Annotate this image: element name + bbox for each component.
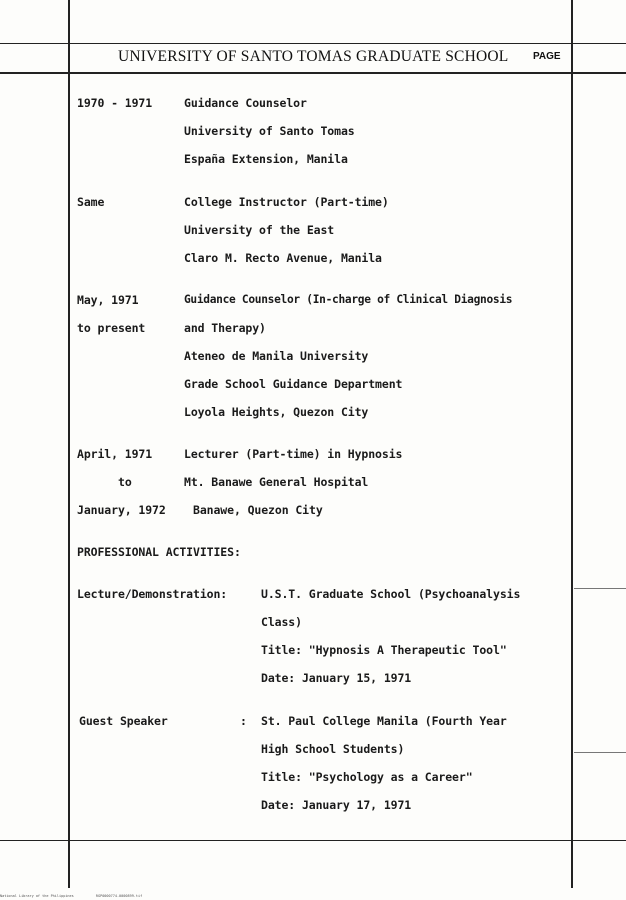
entry-4-date-2: to [118,475,132,489]
entry-3-date-1: May, 1971 [77,293,139,307]
activity-1-line-3: Title: "Hypnosis A Therapeutic Tool" [261,643,507,657]
right-edge-tick [574,588,626,589]
header-rule [0,72,626,74]
activity-1-line-4: Date: January 15, 1971 [261,671,412,685]
footer-library: National Library of the Philippines [0,894,74,898]
entry-4-line-3: Banawe, Quezon City [193,503,323,517]
activity-2-line-3: Title: "Psychology as a Career" [261,770,473,784]
entry-3-line-1: Guidance Counselor (In-charge of Clinical Diagnosis [184,293,513,306]
entry-2-line-3: Claro M. Recto Avenue, Manila [184,251,382,265]
activity-2-label: Guest Speaker [79,714,168,728]
section-heading: PROFESSIONAL ACTIVITIES: [77,545,241,559]
entry-1-date: 1970 - 1971 [77,96,153,110]
bottom-rule [0,840,626,841]
right-edge-tick-2 [574,752,626,753]
footer-code: RGP0000774-0000899.tif [95,894,143,898]
activity-1-line-1: U.S.T. Graduate School (Psychoanalysis [261,587,521,601]
page-label: PAGE [533,51,561,62]
left-margin-rule [68,0,70,888]
entry-3-line-2: and Therapy) [184,321,266,335]
entry-1-line-2: University of Santo Tomas [184,124,355,138]
activity-1-label: Lecture/Demonstration: [77,587,228,601]
entry-3-line-5: Loyola Heights, Quezon City [184,405,369,419]
entry-1-line-3: España Extension, Manila [184,152,348,166]
top-rule [0,43,626,44]
activity-2-colon: : [240,714,247,728]
entry-1-line-1: Guidance Counselor [184,96,307,110]
entry-4-line-2: Mt. Banawe General Hospital [184,475,369,489]
page-title: UNIVERSITY OF SANTO TOMAS GRADUATE SCHOOL [118,48,509,65]
entry-2-line-2: University of the East [184,223,335,237]
entry-4-date-3: January, 1972 [77,503,166,517]
entry-2-date: Same [77,195,105,209]
entry-3-date-2: to present [77,321,146,335]
entry-2-line-1: College Instructor (Part-time) [184,195,389,209]
scan-footer [0,894,162,898]
activity-2-line-2: High School Students) [261,742,405,756]
activity-1-line-2: Class) [261,615,302,629]
right-margin-rule [571,0,573,888]
entry-3-line-4: Grade School Guidance Department [184,377,403,391]
activity-2-line-4: Date: January 17, 1971 [261,798,412,812]
entry-3-line-3: Ateneo de Manila University [184,349,369,363]
entry-4-date-1: April, 1971 [77,447,153,461]
activity-2-line-1: St. Paul College Manila (Fourth Year [261,714,507,728]
entry-4-line-1: Lecturer (Part-time) in Hypnosis [184,447,403,461]
